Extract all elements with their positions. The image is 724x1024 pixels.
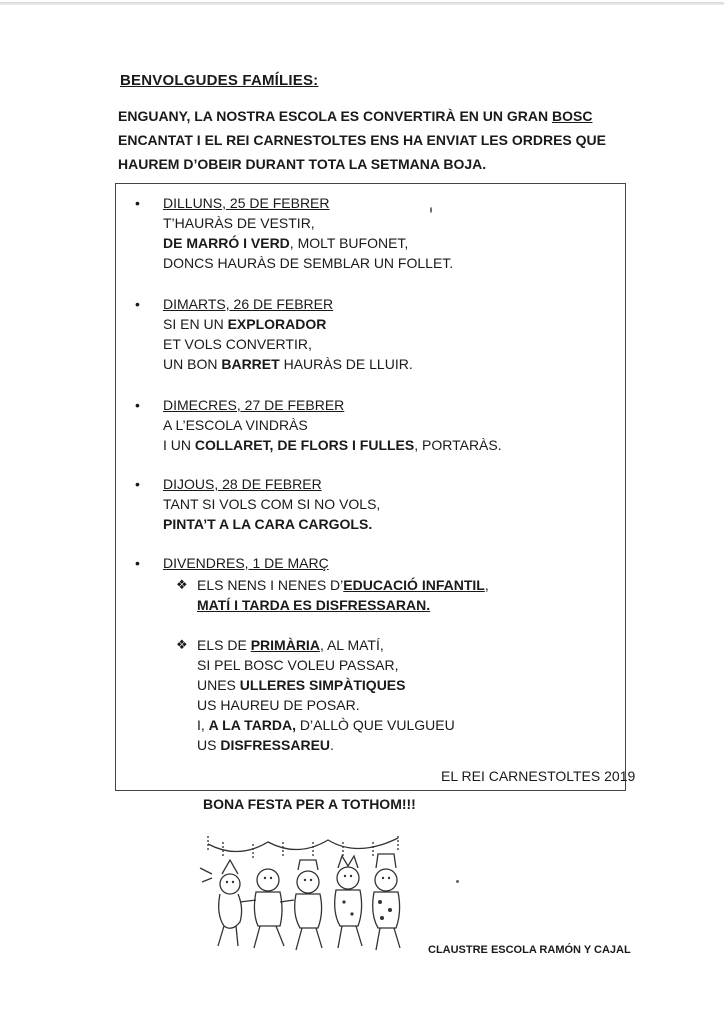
verse-bold: ULLERES SIMPÀTIQUES	[239, 677, 406, 693]
scan-speck	[456, 880, 459, 883]
verse-line: SI PEL BOSC VOLEU PASSAR,	[197, 657, 399, 673]
diamond-icon: ❖	[176, 577, 188, 592]
closing-message: BONA FESTA PER A TOTHOM!!!	[203, 796, 416, 812]
intro-text: ENGUANY, LA NOSTRA ESCOLA ES CONVERTIRÀ EN UN GRAN	[118, 108, 553, 124]
verse-text: ELS DE	[197, 637, 251, 653]
diamond-icon: ❖	[176, 637, 188, 652]
verse-text: US	[197, 737, 221, 753]
day-date: DIMECRES, 27 DE FEBRER	[163, 397, 345, 413]
carnival-children-illustration	[198, 822, 418, 962]
day-tuesday	[135, 294, 413, 374]
verse-text: , PORTARÀS.	[414, 437, 502, 453]
bullet-icon: •	[135, 555, 140, 571]
day-date: DILLUNS, 25 DE FEBRER	[163, 195, 330, 211]
verse-bold: DE MARRÓ I VERD	[163, 235, 290, 251]
day-monday	[135, 193, 453, 273]
verse-text: UN BON	[163, 356, 222, 372]
verse-bold: MATÍ I TARDA ES DISFRESSARAN.	[197, 597, 431, 613]
day-date: DIJOUS, 28 DE FEBRER	[163, 476, 322, 492]
day-friday	[135, 553, 489, 755]
intro-bosc: BOSC	[552, 108, 593, 124]
verse-text: I UN	[163, 437, 195, 453]
signature: EL REI CARNESTOLTES 2019	[441, 768, 636, 784]
verse-line: ET VOLS CONVERTIR,	[163, 336, 312, 352]
infantil-item	[163, 575, 489, 615]
day-date: DIVENDRES, 1 DE MARÇ	[163, 555, 329, 571]
bullet-icon: •	[135, 476, 140, 492]
verse-bold: BARRET	[221, 356, 280, 372]
footer-signature: CLAUSTRE ESCOLA RAMÓN Y CAJAL	[428, 944, 631, 956]
letter-title: BENVOLGUDES FAMÍLIES:	[120, 72, 319, 89]
verse-bold: A LA TARDA,	[208, 717, 297, 733]
intro-text: ENCANTAT I EL REI CARNESTOLTES ENS HA ENVIAT LES ORDRES QUE	[118, 132, 606, 148]
bullet-icon: •	[135, 397, 140, 413]
verse-bold: PINTA’T A LA CARA CARGOLS.	[163, 516, 373, 532]
verse-text: ,	[484, 577, 489, 593]
verse-line: DONCS HAURÀS DE SEMBLAR UN FOLLET.	[163, 255, 454, 271]
verse-line: US HAUREU DE POSAR.	[197, 697, 360, 713]
verse-text: SI EN UN	[163, 316, 228, 332]
verse-line: T’HAURÀS DE VESTIR,	[163, 215, 315, 231]
day-thursday	[135, 474, 380, 534]
day-date: DIMARTS, 26 DE FEBRER	[163, 296, 334, 312]
bullet-icon: •	[135, 195, 140, 211]
primaria-item	[163, 635, 489, 755]
verse-bold: EDUCACIÓ INFANTIL	[343, 577, 485, 593]
day-wednesday	[135, 395, 502, 455]
verse-bold: EXPLORADOR	[227, 316, 327, 332]
verse-text: , AL MATÍ,	[319, 637, 384, 653]
verse-text: .	[330, 737, 334, 753]
verse-text: , MOLT BUFONET,	[289, 235, 409, 251]
scan-speck	[430, 207, 432, 213]
intro-text: HAUREM D’OBEIR DURANT TOTA LA SETMANA BOJA.	[118, 156, 487, 172]
verse-line: TANT SI VOLS COM SI NO VOLS,	[163, 496, 381, 512]
verse-bold: PRIMÀRIA	[250, 637, 320, 653]
verse-text: UNES	[197, 677, 240, 693]
intro-paragraph	[118, 104, 618, 176]
verse-line: A L’ESCOLA VINDRÀS	[163, 417, 308, 433]
verse-text: HAURÀS DE LLUIR.	[279, 356, 413, 372]
verse-bold: DISFRESSAREU	[220, 737, 331, 753]
verse-text: I,	[197, 717, 209, 733]
bullet-icon: •	[135, 296, 140, 312]
verse-bold: COLLARET, DE FLORS I FULLES	[194, 437, 415, 453]
verse-text: D’ALLÒ QUE VULGUEU	[296, 717, 455, 733]
verse-text: ELS NENS I NENES D’	[197, 577, 344, 593]
scan-edge-line	[0, 2, 724, 5]
